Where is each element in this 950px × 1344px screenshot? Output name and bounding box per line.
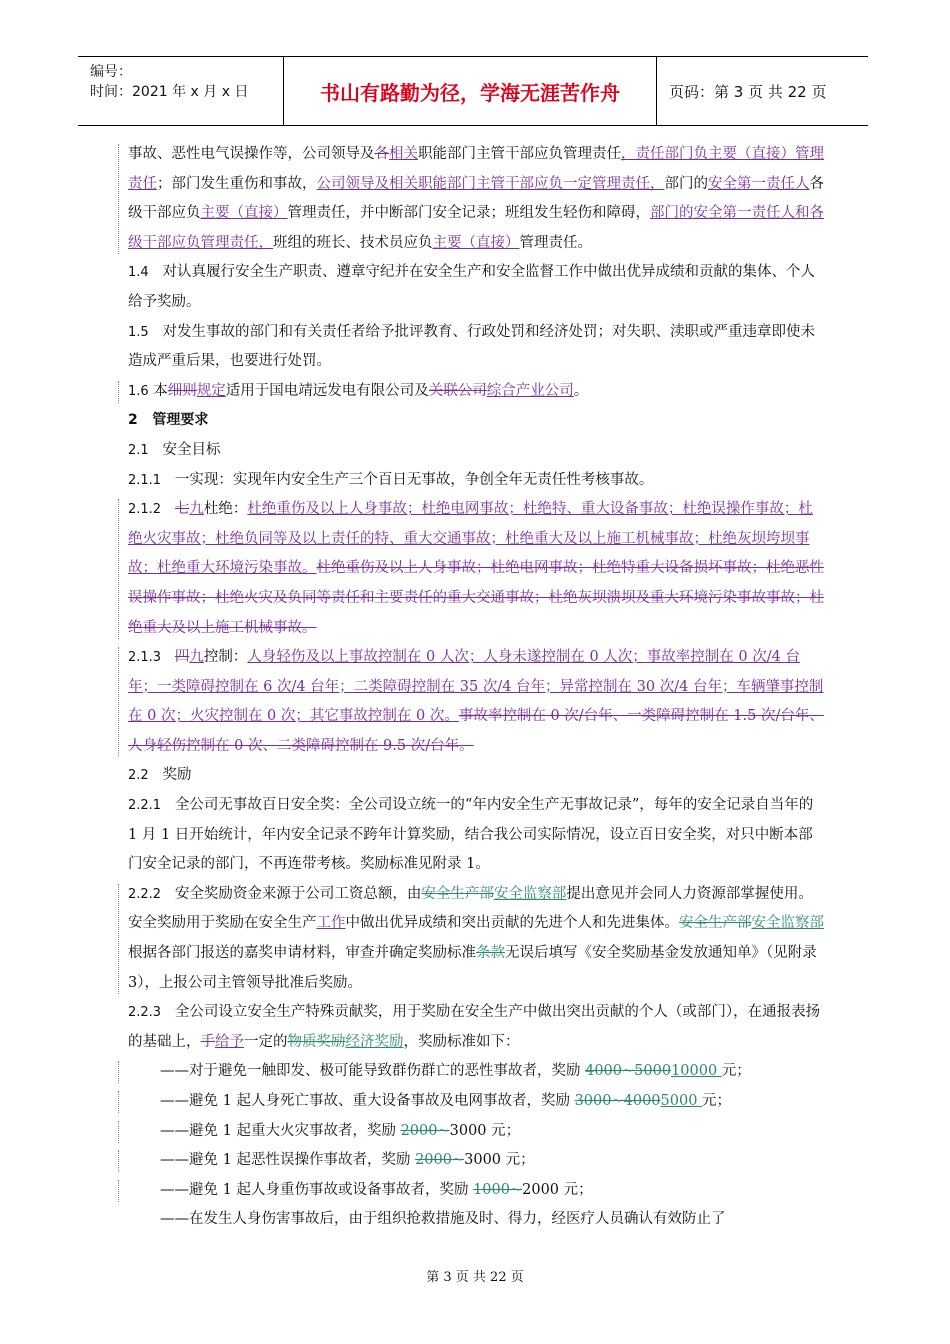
paragraph-2-1-2: 2.1.2 七九杜绝：杜绝重伤及以上人身事故；杜绝电网事故；杜绝特、重大设备事故；杜绝误操作事故；杜绝火灾事故；杜绝负同等及以上责任的特、重大交通事故；杜绝重大及以上施工机械事故；杜绝灰坝垮坝事故；杜绝重大环境污染事故。杜绝重伤及以上人身事故；杜绝电网事故；杜绝特重大设备损坏事故；杜绝恶性误操作事故；杜绝火灾及负同等责任和主要责任的重大交通事故；杜绝灰坝溃坝及重大环境污染事故事故；杜绝重大及以上施工机械事故。 <box>128 495 824 643</box>
header-page-info: 页码：第 3 页 共 22 页 <box>669 82 827 101</box>
paragraph-1-4: 1.4 对认真履行安全生产职责、遵章守纪并在安全生产和安全监督工作中做出优异成绩和贡献的集体、个人给予奖励。 <box>128 264 816 310</box>
section-2-1-heading: 2.1 安全目标 <box>128 441 221 458</box>
code-label: 编号： <box>90 64 132 80</box>
page-header <box>78 56 868 126</box>
paragraph-2-1-3: 2.1.3 四九控制：人身轻伤及以上事故控制在 0 人次；人身未遂控制在 0 人次；事故率控制在 0 次/4 台年；一类障碍控制在 6 次/4 台年；二类障碍控制在 35 次/4 台年；异常控制在 30 次/4 台年；车辆肇事控制在 0 次；火灾控制在 0 次；其它事故控制在 0 次。事故率控制在 0 次/台年、一类障碍控制在 1.5 次/台年、人身轻伤控制在 0 次、二类障碍控制在 9.5 次/台年。 <box>128 643 824 761</box>
paragraph-2-1-1: 2.1.1 一实现：实现年内安全生产三个百日无事故，争创全年无责任性考核事故。 <box>128 471 654 488</box>
paragraph-1-3-cont: 事故、恶性电气误操作等，公司领导及各相关职能部门主管干部应负管理责任，责任部门负主要（直接）管理责任；部门发生重伤和事故，公司领导及相关职能部门主管干部应负一定管理责任，部门的安全第一责任人各级干部应负主要（直接）管理责任，并中断部门安全记录；班组发生轻伤和障碍，部门的安全第一责任人和各级干部应负管理责任，班组的班长、技术员应负主要（直接）管理责任。 <box>128 140 824 258</box>
award-item: ——避免 1 起重大火灾事故者，奖励 2000~3000 元； <box>128 1117 824 1147</box>
award-item: ——对于避免一触即发、极可能导致群伤群亡的恶性事故者，奖励 4000~500010000 元； <box>128 1057 824 1087</box>
paragraph-2-2-1: 2.2.1 全公司无事故百日安全奖：全公司设立统一的“年内安全生产无事故记录”，每年的安全记录自当年的 1 月 1 日开始统计，年内安全记录不跨年计算奖励，结合我公司实际情况，设立百日安全奖，对只中断本部门安全记录的部门，不再连带考核。奖励标准见附录 1。 <box>128 797 814 873</box>
header-meta <box>78 57 284 125</box>
section-2-heading: 2 管理要求 <box>128 412 209 429</box>
award-item: ——避免 1 起恶性误操作事故者，奖励 2000~3000 元； <box>128 1146 824 1176</box>
paragraph-2-2-3: 2.2.3 全公司设立安全生产特殊贡献奖，用于奖励在安全生产中做出突出贡献的个人（或部门），在通报表扬的基础上，手给予一定的物质奖励经济奖励，奖励标准如下： <box>128 1004 821 1050</box>
header-motto: 书山有路勤为径，学海无涯苦作舟 <box>284 57 657 125</box>
paragraph-1-5: 1.5 对发生事故的部门和有关责任者给予批评教育、行政处罚和经济处罚；对失职、渎职或严重违章即使未造成严重后果，也要进行处罚。 <box>128 323 816 370</box>
page-footer: 第 3 页 共 22 页 <box>426 1270 524 1285</box>
award-item: ——避免 1 起人身死亡事故、重大设备事故及电网事故者，奖励 3000~40005000 元； <box>128 1087 824 1117</box>
document-body <box>128 140 824 1235</box>
section-2-2-heading: 2.2 奖励 <box>128 767 192 784</box>
paragraph-1-6: 1.6 本细则规定适用于国电靖远发电有限公司及关联公司综合产业公司。 <box>128 377 824 407</box>
time-label: 时间：2021 年 x 月 x 日 <box>90 84 249 100</box>
award-item: ——避免 1 起人身重伤事故或设备事故者，奖励 1000~2000 元； <box>128 1176 824 1206</box>
award-item: ——在发生人身伤害事故后，由于组织抢救措施及时、得力，经医疗人员确认有效防止了 <box>160 1211 726 1228</box>
paragraph-2-2-2: 2.2.2 安全奖励资金来源于公司工资总额，由安全生产部安全监察部提出意见并会同人力资源部掌握使用。安全奖励用于奖励在安全生产工作中做出优异成绩和突出贡献的先进个人和先进集体。安全生产部安全监察部根据各部门报送的嘉奖申请材料，审查并确定奖励标准条款无误后填写《安全奖励基金发放通知单》（见附录 3），上报公司主管领导批准后奖励。 <box>128 880 824 998</box>
